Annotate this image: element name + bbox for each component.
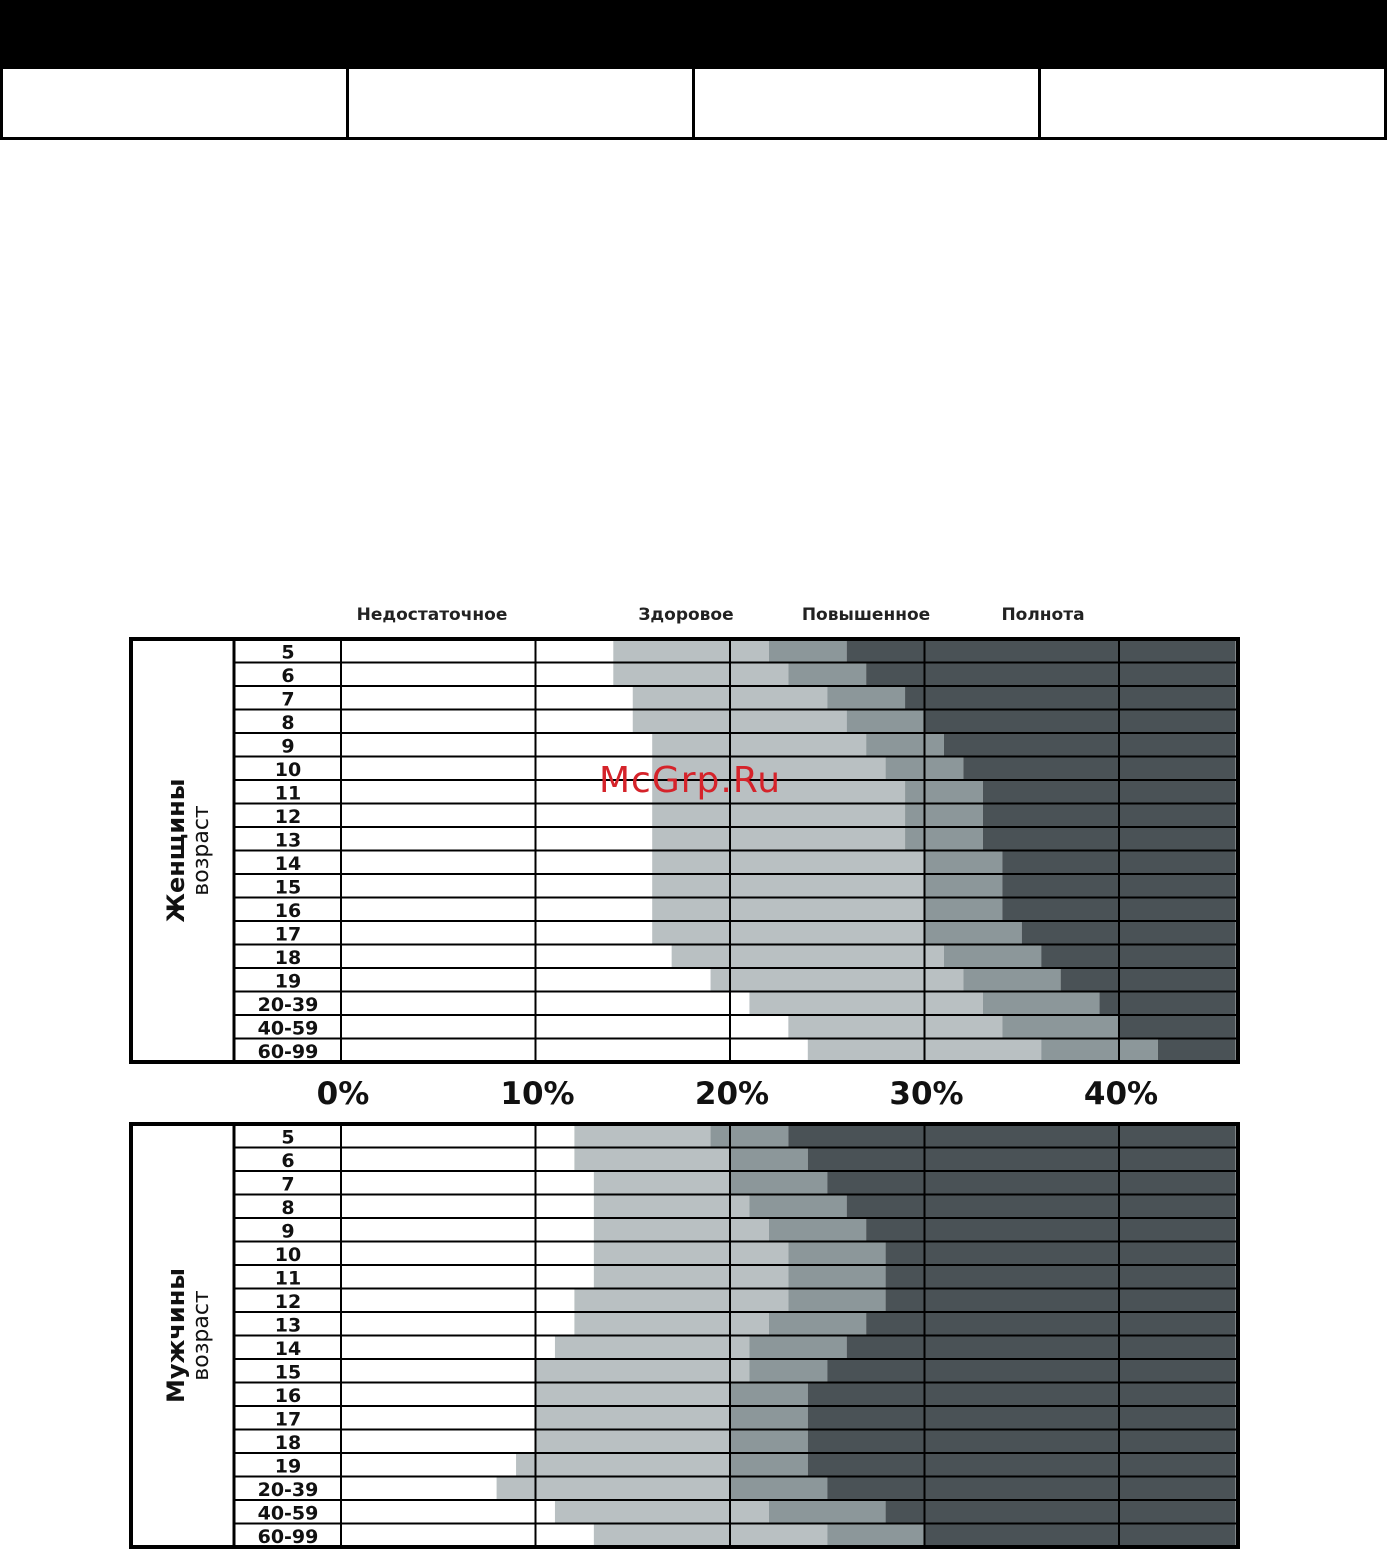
bar-segment-insufficient: [341, 1242, 594, 1266]
watermark: McGrp.Ru: [599, 760, 782, 801]
bar-segment-insufficient: [341, 733, 652, 757]
bar-segment-healthy: [652, 898, 924, 922]
bar-segment-elevated: [749, 1359, 827, 1383]
bar-segment-healthy: [536, 1383, 731, 1407]
bar-segment-insufficient: [341, 663, 613, 687]
bar-segment-healthy: [594, 1171, 730, 1195]
bar-segment-elevated: [925, 874, 1003, 898]
row-label: 8: [281, 712, 295, 734]
row-label: 19: [274, 970, 302, 993]
bar-segment-obesity: [1119, 1015, 1236, 1039]
bar-segment-obesity: [925, 710, 1236, 734]
row-label: 7: [281, 688, 295, 711]
bar-segment-insufficient: [341, 710, 633, 734]
bar-segment-obesity: [983, 827, 1236, 851]
bar-segment-insufficient: [341, 1312, 574, 1336]
bar-segment-insufficient: [341, 827, 652, 851]
row-label: 10: [274, 759, 302, 781]
bar-segment-obesity: [886, 1500, 1236, 1524]
bar-segment-obesity: [866, 1312, 1236, 1336]
bar-segment-obesity: [847, 1195, 1236, 1219]
row-label: 16: [274, 900, 302, 922]
x-tick-label: 20%: [694, 1076, 770, 1112]
bar-segment-insufficient: [341, 1359, 536, 1383]
bar-segment-obesity: [886, 1265, 1236, 1289]
row-label: 17: [274, 1408, 302, 1431]
bar-segment-insufficient: [341, 804, 652, 828]
row-label: 12: [274, 806, 302, 828]
bar-segment-insufficient: [341, 1171, 594, 1195]
bar-segment-insufficient: [341, 1336, 555, 1360]
bar-segment-healthy: [594, 1265, 789, 1289]
bar-segment-elevated: [769, 639, 847, 663]
bar-segment-obesity: [808, 1148, 1236, 1172]
row-label: 40-59: [257, 1017, 319, 1040]
bar-segment-healthy: [536, 1406, 731, 1430]
bar-segment-healthy: [652, 804, 905, 828]
bar-segment-obesity: [983, 780, 1236, 804]
bar-segment-elevated: [730, 1171, 827, 1195]
row-label: 10: [274, 1244, 302, 1266]
bar-segment-obesity: [905, 686, 1236, 710]
bar-segment-obesity: [944, 733, 1236, 757]
row-label: 20-39: [257, 994, 319, 1016]
bar-segment-insufficient: [341, 1430, 536, 1454]
bar-segment-elevated: [711, 1124, 789, 1148]
bar-segment-insufficient: [341, 1218, 594, 1242]
bar-segment-elevated: [944, 945, 1041, 969]
bar-segment-elevated: [749, 1336, 846, 1360]
bar-segment-healthy: [652, 874, 924, 898]
bar-segment-healthy: [613, 663, 788, 687]
row-label: 40-59: [257, 1502, 319, 1525]
bar-segment-elevated: [925, 851, 1003, 875]
legend-label-3: Полнота: [1001, 605, 1085, 625]
bar-segment-insufficient: [341, 1500, 555, 1524]
bar-segment-elevated: [788, 663, 866, 687]
row-label: 12: [274, 1291, 302, 1313]
bar-segment-elevated: [1002, 1015, 1119, 1039]
bar-segment-elevated: [769, 1500, 886, 1524]
bar-segment-elevated: [788, 1289, 885, 1313]
bar-segment-obesity: [1061, 968, 1236, 992]
bar-segment-obesity: [983, 804, 1236, 828]
bar-segment-obesity: [827, 1171, 1235, 1195]
bar-segment-obesity: [827, 1477, 1235, 1501]
bar-segment-healthy: [555, 1500, 769, 1524]
row-label: 14: [274, 853, 302, 875]
legend-label-1: Здоровое: [638, 605, 734, 625]
bar-segment-insufficient: [341, 968, 711, 992]
bar-segment-healthy: [749, 992, 982, 1016]
bar-segment-healthy: [652, 851, 924, 875]
bar-segment-obesity: [1158, 1039, 1236, 1063]
bar-segment-healthy: [536, 1430, 731, 1454]
bar-segment-insufficient: [341, 1406, 536, 1430]
group-sublabel: возраст: [189, 1290, 214, 1381]
bar-segment-insufficient: [341, 851, 652, 875]
bar-segment-healthy: [652, 827, 905, 851]
row-label: 13: [274, 1314, 302, 1337]
x-tick-label: 30%: [889, 1076, 964, 1112]
x-tick-label: 0%: [316, 1076, 370, 1112]
bar-segment-obesity: [925, 1524, 1236, 1548]
bar-segment-healthy: [536, 1359, 750, 1383]
bar-segment-healthy: [594, 1242, 789, 1266]
row-label: 16: [274, 1385, 302, 1407]
bar-segment-healthy: [574, 1312, 769, 1336]
bar-segment-insufficient: [341, 1453, 516, 1477]
bar-segment-elevated: [730, 1453, 808, 1477]
bar-segment-insufficient: [341, 1265, 594, 1289]
bar-segment-healthy: [497, 1477, 730, 1501]
row-label: 60-99: [257, 1526, 319, 1548]
bar-segment-obesity: [788, 1124, 1235, 1148]
bar-segment-obesity: [827, 1359, 1235, 1383]
row-label: 60-99: [257, 1041, 319, 1063]
bar-segment-elevated: [749, 1195, 846, 1219]
bar-segment-insufficient: [341, 1148, 574, 1172]
bar-segment-insufficient: [341, 1195, 594, 1219]
bar-segment-elevated: [925, 921, 1022, 945]
row-label: 13: [274, 829, 302, 852]
row-label: 17: [274, 923, 302, 946]
row-label: 9: [281, 1220, 295, 1243]
bar-segment-insufficient: [341, 1383, 536, 1407]
bar-segment-insufficient: [341, 686, 633, 710]
bar-segment-obesity: [847, 639, 1236, 663]
bar-segment-obesity: [808, 1430, 1236, 1454]
bar-segment-elevated: [983, 992, 1100, 1016]
bar-segment-healthy: [516, 1453, 730, 1477]
bar-segment-elevated: [769, 1312, 866, 1336]
row-label: 11: [274, 782, 302, 805]
bar-segment-insufficient: [341, 898, 652, 922]
bar-segment-obesity: [963, 757, 1235, 781]
bar-segment-obesity: [1041, 945, 1236, 969]
bar-segment-elevated: [788, 1265, 885, 1289]
bar-segment-insufficient: [341, 874, 652, 898]
row-label: 8: [281, 1197, 295, 1219]
row-label: 18: [274, 947, 302, 969]
bar-segment-obesity: [886, 1242, 1236, 1266]
bar-segment-insufficient: [341, 945, 672, 969]
bar-segment-healthy: [788, 1015, 1002, 1039]
bar-segment-elevated: [730, 1430, 808, 1454]
bar-segment-elevated: [730, 1383, 808, 1407]
bar-segment-elevated: [730, 1148, 808, 1172]
row-label: 5: [281, 1126, 295, 1149]
row-label: 6: [281, 665, 295, 687]
bar-segment-elevated: [730, 1406, 808, 1430]
row-label: 18: [274, 1432, 302, 1454]
bar-segment-insufficient: [341, 1477, 497, 1501]
bar-segment-elevated: [788, 1242, 885, 1266]
bar-segment-healthy: [652, 733, 866, 757]
row-label: 6: [281, 1150, 295, 1172]
bar-segment-healthy: [613, 639, 769, 663]
bar-segment-healthy: [633, 710, 847, 734]
x-tick-label: 10%: [500, 1076, 575, 1112]
legend-label-2: Повышенное: [801, 605, 931, 625]
bar-segment-elevated: [730, 1477, 827, 1501]
bar-segment-obesity: [866, 1218, 1236, 1242]
bar-segment-insufficient: [341, 1289, 574, 1313]
row-label: 5: [281, 641, 295, 664]
bar-segment-insufficient: [341, 639, 613, 663]
bar-segment-healthy: [555, 1336, 750, 1360]
bar-segment-obesity: [866, 663, 1236, 687]
row-label: 15: [274, 876, 302, 899]
bar-segment-healthy: [672, 945, 944, 969]
row-label: 11: [274, 1267, 302, 1290]
bar-segment-obesity: [847, 1336, 1236, 1360]
group-sublabel: возраст: [189, 805, 214, 896]
group-label: Мужчины: [162, 1268, 190, 1403]
bar-segment-elevated: [866, 733, 944, 757]
bar-segment-obesity: [808, 1453, 1236, 1477]
bar-segment-elevated: [827, 686, 905, 710]
x-tick-label: 40%: [1083, 1076, 1159, 1112]
bar-segment-elevated: [1041, 1039, 1158, 1063]
bar-segment-elevated: [925, 898, 1003, 922]
bar-segment-healthy: [574, 1124, 710, 1148]
bar-segment-obesity: [886, 1289, 1236, 1313]
bar-segment-elevated: [847, 710, 925, 734]
row-label: 19: [274, 1455, 302, 1478]
row-label: 14: [274, 1338, 302, 1360]
bar-segment-insufficient: [341, 1015, 788, 1039]
bar-segment-healthy: [574, 1148, 730, 1172]
row-label: 9: [281, 735, 295, 758]
bar-segment-elevated: [905, 827, 983, 851]
bar-segment-elevated: [905, 804, 983, 828]
bar-segment-insufficient: [341, 1039, 808, 1063]
bar-segment-healthy: [594, 1524, 827, 1548]
row-label: 15: [274, 1361, 302, 1384]
bar-segment-healthy: [594, 1195, 750, 1219]
bar-segment-elevated: [905, 780, 983, 804]
bar-segment-elevated: [769, 1218, 866, 1242]
legend-label-0: Недостаточное: [356, 605, 508, 625]
bar-segment-elevated: [963, 968, 1060, 992]
bar-segment-insufficient: [341, 1524, 594, 1548]
bar-segment-healthy: [652, 921, 924, 945]
bar-segment-insufficient: [341, 992, 749, 1016]
bar-segment-elevated: [827, 1524, 924, 1548]
bar-segment-obesity: [808, 1383, 1236, 1407]
bar-segment-obesity: [1022, 921, 1236, 945]
bar-segment-healthy: [594, 1218, 769, 1242]
bar-segment-healthy: [574, 1289, 788, 1313]
row-label: 20-39: [257, 1479, 319, 1501]
bar-segment-insufficient: [341, 921, 652, 945]
bar-segment-obesity: [808, 1406, 1236, 1430]
group-label: Женщины: [162, 778, 190, 923]
row-label: 7: [281, 1173, 295, 1196]
bar-segment-insufficient: [341, 1124, 574, 1148]
